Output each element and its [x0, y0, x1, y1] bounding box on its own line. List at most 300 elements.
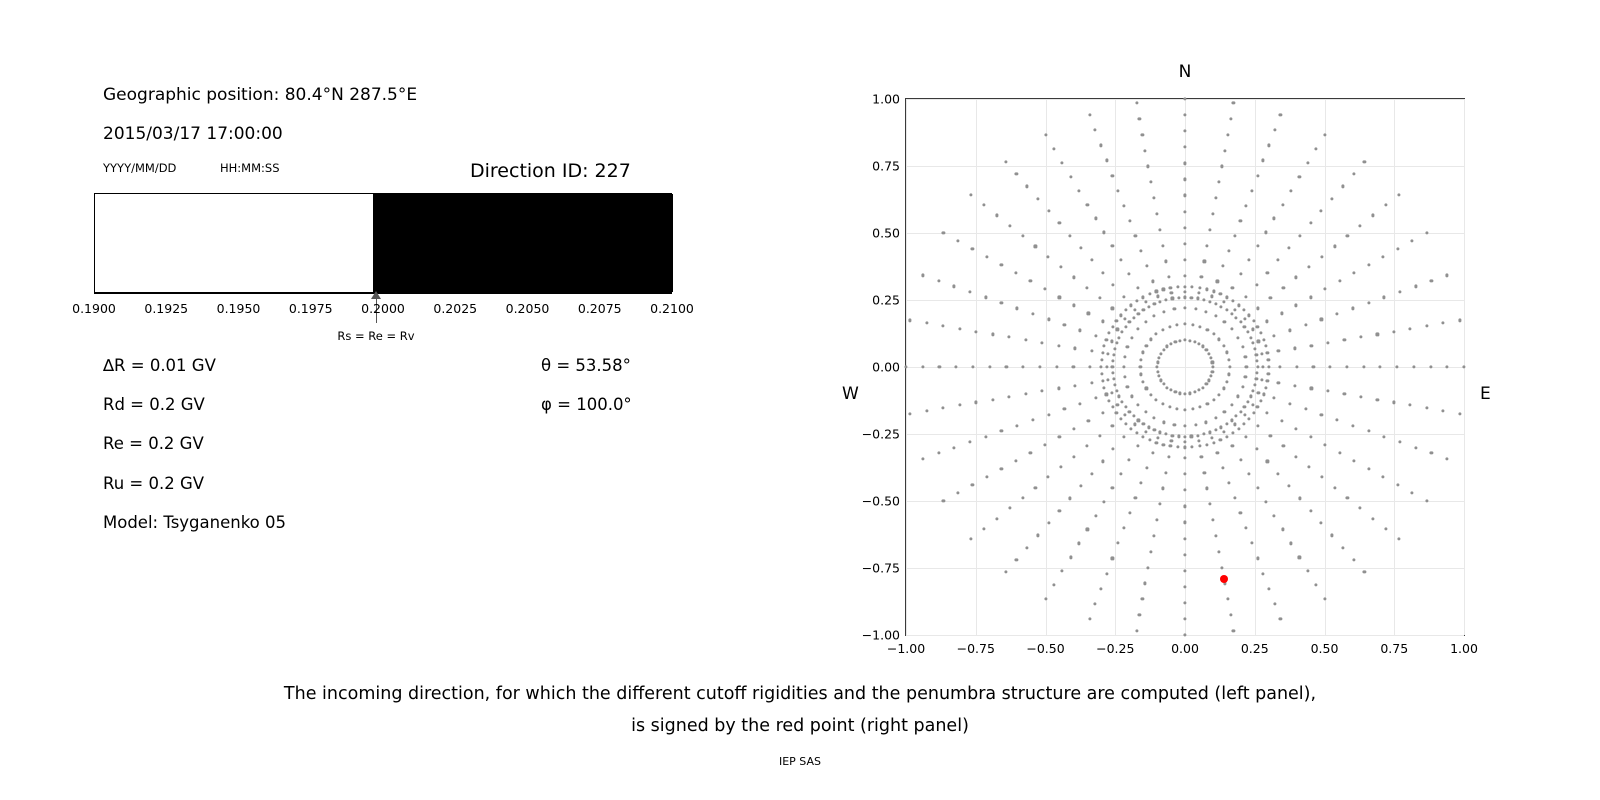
- direction-point: [1309, 222, 1312, 225]
- direction-point: [1367, 430, 1370, 433]
- direction-point: [1256, 424, 1259, 427]
- direction-point: [1227, 481, 1230, 484]
- direction-point: [1108, 331, 1111, 334]
- direction-point: [1267, 365, 1270, 368]
- direction-point: [1396, 483, 1399, 486]
- direction-point: [1266, 379, 1269, 382]
- direction-point: [1442, 409, 1445, 412]
- direction-point: [1128, 321, 1131, 324]
- direction-point: [1324, 443, 1327, 446]
- direction-point: [1323, 133, 1326, 136]
- direction-point: [991, 333, 994, 336]
- direction-point: [1126, 345, 1129, 348]
- direction-point: [1183, 290, 1186, 293]
- direction-point: [985, 475, 988, 478]
- direction-point: [1052, 147, 1055, 150]
- direction-point: [1233, 234, 1236, 237]
- direction-point: [1161, 244, 1164, 247]
- direction-point: [1149, 550, 1152, 553]
- direction-point: [1117, 189, 1120, 192]
- direction-point: [1168, 325, 1171, 328]
- direction-point: [1115, 412, 1118, 415]
- right-panel: [820, 50, 1520, 656]
- direction-point: [1234, 423, 1237, 426]
- direction-point: [1206, 403, 1209, 406]
- direction-point: [1183, 146, 1186, 149]
- direction-point: [1251, 328, 1254, 331]
- direction-point: [1212, 441, 1215, 444]
- direction-point: [1256, 371, 1259, 374]
- direction-point: [1210, 375, 1213, 378]
- direction-point: [1153, 416, 1156, 419]
- geographic-position-label: Geographic position: 80.4°N 287.5°E: [103, 85, 418, 105]
- direction-point: [1130, 427, 1133, 430]
- direction-point: [921, 365, 924, 368]
- direction-point: [1239, 458, 1242, 461]
- direction-point: [1124, 317, 1127, 320]
- direction-point: [1266, 411, 1269, 414]
- direction-point: [1253, 383, 1256, 386]
- direction-point: [1352, 558, 1355, 561]
- param-ru: Ru = 0.2 GV: [103, 474, 205, 493]
- direction-point: [1022, 365, 1025, 368]
- direction-point: [1210, 356, 1213, 359]
- direction-point: [983, 203, 986, 206]
- penumbra-x-tick: 0.2000: [361, 301, 405, 316]
- direction-point: [1222, 344, 1225, 347]
- caption-line-1: The incoming direction, for which the different cutoff rigidities and the penumbra structure are computed (left panel),: [283, 684, 1317, 704]
- direction-point: [1412, 365, 1415, 368]
- direction-point: [1144, 411, 1147, 414]
- y-tick-label: 0.00: [872, 359, 900, 375]
- direction-point: [1397, 193, 1400, 196]
- direction-point: [1216, 451, 1219, 454]
- direction-point: [1216, 280, 1219, 283]
- direction-point: [1256, 174, 1259, 177]
- direction-point: [1212, 333, 1215, 336]
- direction-point: [1069, 175, 1072, 178]
- direction-point: [1152, 196, 1155, 199]
- direction-point: [953, 285, 956, 288]
- direction-point: [1089, 365, 1092, 368]
- direction-point: [1111, 325, 1114, 328]
- direction-point: [1212, 398, 1215, 401]
- direction-point: [1169, 342, 1172, 345]
- direction-point: [1315, 584, 1318, 587]
- direction-point: [1151, 451, 1154, 454]
- y-tick-label: −1.00: [861, 627, 900, 643]
- direction-point: [1149, 393, 1152, 396]
- direction-point: [1142, 435, 1145, 438]
- direction-point: [1000, 301, 1003, 304]
- direction-point: [1362, 365, 1365, 368]
- direction-point: [1069, 497, 1072, 500]
- direction-point: [1183, 585, 1186, 588]
- direction-point: [1281, 203, 1284, 206]
- direction-point: [1145, 344, 1148, 347]
- direction-point: [1346, 496, 1349, 499]
- direction-point: [1183, 178, 1186, 181]
- direction-point: [1183, 569, 1186, 572]
- direction-point: [1446, 365, 1449, 368]
- direction-point: [1367, 467, 1370, 470]
- direction-point: [1157, 436, 1160, 439]
- direction-point: [1256, 325, 1259, 328]
- direction-point: [1223, 411, 1226, 414]
- direction-point: [1055, 365, 1058, 368]
- direction-point: [1383, 296, 1386, 299]
- direction-point: [1266, 351, 1269, 354]
- direction-point: [1079, 329, 1082, 332]
- direction-point: [1191, 285, 1194, 288]
- direction-point: [1351, 307, 1354, 310]
- direction-point: [1188, 392, 1191, 395]
- direction-point: [1225, 435, 1228, 438]
- direction-point: [1338, 451, 1341, 454]
- direction-point: [925, 409, 928, 412]
- selected-direction-point[interactable]: [1220, 575, 1228, 583]
- direction-point: [1205, 443, 1208, 446]
- direction-point: [1209, 503, 1212, 506]
- direction-point: [1230, 312, 1233, 315]
- direction-point: [1164, 471, 1167, 474]
- direction-point: [1057, 387, 1060, 390]
- direction-point: [1183, 553, 1186, 556]
- direction-point: [1237, 304, 1240, 307]
- direction-point: [1099, 144, 1102, 147]
- direction-point: [1196, 434, 1199, 437]
- direction-point: [1304, 323, 1307, 326]
- direction-point: [1256, 406, 1259, 409]
- y-tick-label: 0.75: [872, 158, 900, 174]
- direction-point: [942, 499, 945, 502]
- direction-point: [1256, 359, 1259, 362]
- direction-point: [1214, 416, 1217, 419]
- direction-point: [1128, 410, 1131, 413]
- direction-point: [1255, 353, 1258, 356]
- direction-point: [1115, 389, 1118, 392]
- direction-point: [1176, 408, 1179, 411]
- direction-point: [1132, 316, 1135, 319]
- direction-point: [1298, 497, 1301, 500]
- compass-north-label: N: [1178, 62, 1192, 82]
- direction-point: [1264, 386, 1267, 389]
- direction-point: [1140, 250, 1143, 253]
- direction-point: [1152, 534, 1155, 537]
- direction-point: [1256, 486, 1259, 489]
- x-tick-label: 0.00: [1171, 641, 1199, 656]
- direction-point: [1106, 378, 1109, 381]
- direction-point: [1266, 271, 1269, 274]
- direction-point: [1031, 419, 1034, 422]
- direction-point: [1123, 376, 1126, 379]
- direction-point: [1198, 286, 1201, 289]
- direction-point: [1008, 395, 1011, 398]
- rs-marker-arrow-icon: [371, 291, 381, 299]
- direction-point: [1088, 617, 1091, 620]
- direction-point: [1217, 550, 1220, 553]
- direction-point: [1243, 317, 1246, 320]
- penumbra-x-tick: 0.1900: [72, 301, 116, 316]
- direction-point: [1273, 397, 1276, 400]
- direction-point: [1208, 379, 1211, 382]
- direction-point: [1446, 274, 1449, 277]
- direction-point: [1219, 293, 1222, 296]
- direction-point: [1130, 336, 1133, 339]
- direction-point: [1058, 296, 1061, 299]
- direction-point: [1280, 419, 1283, 422]
- direction-point: [1273, 217, 1276, 220]
- direction-point: [1179, 339, 1182, 342]
- direction-point: [1136, 403, 1139, 406]
- direction-point: [1307, 265, 1310, 268]
- direction-point: [1295, 455, 1298, 458]
- direction-point: [1248, 472, 1251, 475]
- direction-point: [1442, 322, 1445, 325]
- direction-point: [1230, 328, 1233, 331]
- direction-point: [1226, 133, 1229, 136]
- direction-point: [1255, 283, 1258, 286]
- direction-point: [1411, 239, 1414, 242]
- direction-point: [1122, 527, 1125, 530]
- direction-point: [1133, 423, 1136, 426]
- figure-caption: [0, 678, 1600, 742]
- direction-point: [1106, 352, 1109, 355]
- direction-point: [1197, 342, 1200, 345]
- direction-point: [1044, 598, 1047, 601]
- direction-point: [1211, 370, 1214, 373]
- direction-point: [1134, 234, 1137, 237]
- direction-point: [904, 365, 907, 368]
- direction-point: [1153, 314, 1156, 317]
- direction-point: [1111, 174, 1114, 177]
- direction-point: [1041, 390, 1044, 393]
- direction-point: [1135, 300, 1138, 303]
- direction-point: [1279, 617, 1282, 620]
- direction-point: [1260, 352, 1263, 355]
- direction-point: [1256, 365, 1259, 368]
- direction-point: [1168, 406, 1171, 409]
- direction-point: [1183, 435, 1186, 438]
- direction-point: [1289, 189, 1292, 192]
- direction-point: [1310, 344, 1313, 347]
- direction-point: [1306, 161, 1309, 164]
- direction-point: [1094, 397, 1097, 400]
- direction-point: [1425, 499, 1428, 502]
- direction-point: [1121, 331, 1124, 334]
- direction-point: [1136, 444, 1139, 447]
- direction-point: [1088, 114, 1091, 117]
- direction-point: [1145, 265, 1148, 268]
- direction-point: [1155, 518, 1158, 521]
- direction-point: [1110, 391, 1113, 394]
- direction-point: [1156, 370, 1159, 373]
- direction-point: [1135, 629, 1138, 632]
- direction-point: [1165, 345, 1168, 348]
- direction-point: [1124, 309, 1127, 312]
- direction-point: [1021, 234, 1024, 237]
- direction-point: [1061, 570, 1064, 573]
- direction-point: [1222, 387, 1225, 390]
- direction-point: [1153, 429, 1156, 432]
- direction-point: [1099, 587, 1102, 590]
- direction-point: [1047, 209, 1050, 212]
- direction-point: [1333, 245, 1336, 248]
- direction-point: [1014, 459, 1017, 462]
- direction-point: [1167, 276, 1170, 279]
- direction-point: [1058, 509, 1061, 512]
- direction-point: [1105, 572, 1108, 575]
- direction-point: [1183, 274, 1186, 277]
- direction-point: [1295, 427, 1298, 430]
- direction-point: [1137, 419, 1140, 422]
- direction-point: [1293, 347, 1296, 350]
- direction-point: [1047, 521, 1050, 524]
- direction-point: [1142, 296, 1145, 299]
- direction-point: [984, 296, 987, 299]
- direction-point: [1320, 413, 1323, 416]
- direction-point: [1170, 439, 1173, 442]
- direction-point: [1212, 212, 1215, 215]
- direction-point: [1227, 250, 1230, 253]
- direction-point: [1226, 598, 1229, 601]
- direction-point: [1156, 361, 1159, 364]
- direction-point: [1124, 422, 1127, 425]
- direction-point: [1177, 435, 1180, 438]
- direction-point: [1061, 161, 1064, 164]
- direction-point: [1220, 305, 1223, 308]
- direction-point: [1174, 340, 1177, 343]
- direction-point: [1367, 301, 1370, 304]
- direction-point: [1145, 466, 1148, 469]
- direction-point: [1136, 328, 1139, 331]
- direction-point: [1249, 395, 1252, 398]
- direction-point: [1264, 345, 1267, 348]
- direction-point: [1277, 381, 1280, 384]
- direction-point: [1330, 534, 1333, 537]
- direction-point: [1161, 487, 1164, 490]
- direction-point: [1069, 234, 1072, 237]
- direction-point: [1133, 308, 1136, 311]
- direction-point: [1157, 356, 1160, 359]
- direction-point: [1111, 365, 1114, 368]
- direction-point: [1383, 435, 1386, 438]
- direction-point: [1197, 389, 1200, 392]
- direction-point: [1223, 149, 1226, 152]
- direction-point: [1074, 347, 1077, 350]
- direction-point: [1243, 325, 1246, 328]
- direction-point: [1149, 181, 1152, 184]
- direction-point: [1295, 365, 1298, 368]
- direction-point: [1157, 295, 1160, 298]
- direction-point: [1257, 391, 1260, 394]
- direction-point: [1122, 435, 1125, 438]
- direction-point: [1225, 308, 1228, 311]
- direction-point: [1188, 339, 1191, 342]
- compass-west-label: W: [842, 384, 859, 404]
- direction-point: [1008, 224, 1011, 227]
- direction-point: [1141, 133, 1144, 136]
- direction-point: [1183, 97, 1186, 100]
- direction-point: [1183, 424, 1186, 427]
- direction-point: [1029, 451, 1032, 454]
- direction-point: [1198, 445, 1201, 448]
- direction-point: [1183, 296, 1186, 299]
- direction-point: [1183, 130, 1186, 133]
- direction-point: [1398, 290, 1401, 293]
- direction-point: [1269, 434, 1272, 437]
- direction-point: [1409, 404, 1412, 407]
- direction-point: [1090, 350, 1093, 353]
- y-tick-label: −0.75: [861, 560, 900, 576]
- direction-point: [1034, 245, 1037, 248]
- direction-point: [1014, 272, 1017, 275]
- time-format-hint: HH:MM:SS: [220, 161, 280, 175]
- direction-point: [1232, 629, 1235, 632]
- direction-point: [1211, 361, 1214, 364]
- direction-point: [1279, 114, 1282, 117]
- direction-point: [1111, 424, 1114, 427]
- direction-point: [1266, 320, 1269, 323]
- direction-point: [995, 517, 998, 520]
- direction-point: [1024, 338, 1027, 341]
- direction-point: [1229, 613, 1232, 616]
- direction-point: [1203, 260, 1206, 263]
- direction-point: [1058, 222, 1061, 225]
- direction-point: [1155, 398, 1158, 401]
- direction-point: [1359, 224, 1362, 227]
- direction-point: [1102, 500, 1105, 503]
- direction-point: [1111, 486, 1114, 489]
- direction-point: [1111, 245, 1114, 248]
- x-tick-label: −1.00: [886, 641, 926, 656]
- direction-point: [1090, 381, 1093, 384]
- direction-point: [1204, 421, 1207, 424]
- direction-point: [1214, 534, 1217, 537]
- direction-point: [1183, 521, 1186, 524]
- direction-point: [1183, 258, 1186, 261]
- direction-point: [1227, 358, 1230, 361]
- direction-point: [909, 412, 912, 415]
- direction-point: [1087, 312, 1090, 315]
- direction-point: [1288, 329, 1291, 332]
- direction-point: [1008, 336, 1011, 339]
- direction-point: [1458, 319, 1461, 322]
- direction-point: [1243, 309, 1246, 312]
- direction-point: [1229, 117, 1232, 120]
- direction-point: [1029, 280, 1032, 283]
- direction-point: [1059, 265, 1062, 268]
- direction-point: [1101, 460, 1104, 463]
- direction-point: [1183, 242, 1186, 245]
- direction-point: [1197, 439, 1200, 442]
- direction-point: [1079, 402, 1082, 405]
- direction-point: [1110, 340, 1113, 343]
- direction-point: [1414, 446, 1417, 449]
- direction-point: [1206, 487, 1209, 490]
- direction-point: [1249, 336, 1252, 339]
- direction-point: [1219, 438, 1222, 441]
- direction-point: [1256, 307, 1259, 310]
- direction-point: [1149, 338, 1152, 341]
- direction-point: [1239, 321, 1242, 324]
- direction-point: [1250, 542, 1253, 545]
- direction-point: [1231, 300, 1234, 303]
- direction-point: [1041, 341, 1044, 344]
- direction-point: [953, 446, 956, 449]
- direction-point: [1341, 546, 1344, 549]
- direction-point: [1162, 288, 1165, 291]
